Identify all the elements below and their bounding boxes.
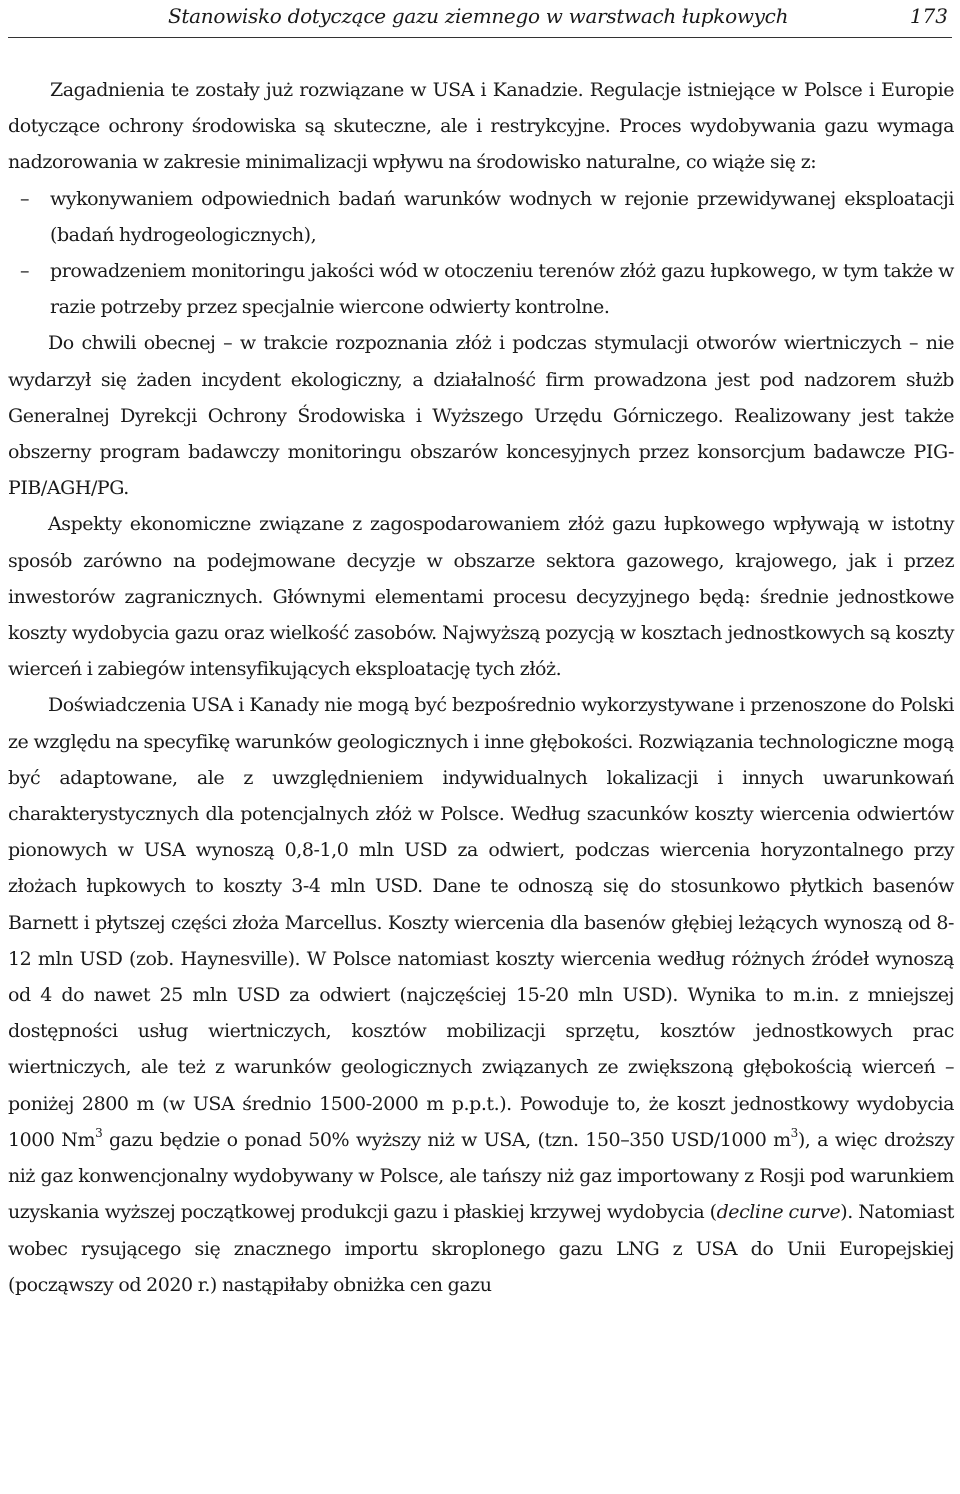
list-item-text: prowadzeniem monitoringu jakości wód w otoczeniu terenów złóż gazu łupkowego, w tym także w razie potrzeby przez specjalnie wiercone odwierty kontrolne. xyxy=(50,260,954,319)
costs-text-part: ). Natomiast wobec rysującego się znacznego importu skroplonego gazu LNG z USA do Unii Europejskiej (począwszy od 2020 r.) nastąpiłaby obniżka cen gazu xyxy=(8,1201,954,1296)
paragraph-incidents: Do chwili obecnej – w trakcie rozpoznania złóż i podczas stymulacji otworów wiertniczych – nie wydarzył się żaden incydent ekologiczny, a działalność firm prowadzona jest pod nadzorem służb Generalnej Dyrekcji Ochrony Środowiska i Wyższego Urzędu Górniczego. Realizowany jest także obszerny program badawczy monitoringu obszarów koncesyjnych przez konsorcjum badawcze PIG-PIB/AGH/PG. xyxy=(8,332,954,500)
costs-text-part: gazu będzie o ponad 50% wyższy niż w USA, (tzn. 150–350 USD/1000 m xyxy=(102,1128,791,1151)
running-header xyxy=(0,0,960,36)
costs-text-part: Doświadczenia USA i Kanady nie mogą być bezpośrednio wykorzystywane i przenoszone do Polski ze względu na specyfikę warunków geologicznych i inne głębokości. Rozwiązania technologiczne mogą być adaptowane, ale z uwzględnieniem indywidualnych lokalizacji i innych uwarunkowań charakterystycznych dla potencjalnych złóż w Polsce. Według szacunków koszty wiercenia odwiertów pionowych w USA wynoszą 0,8-1,0 mln USD za odwiert, podczas wiercenia horyzontalnego przy złożach łupkowych to koszty 3-4 mln USD. Dane te odnoszą się do stosunkowo płytkich basenów Barnett i płytszej części złoża Marcellus. Koszty wiercenia dla basenów głębiej leżących wynoszą od 8-12 mln USD (zob. Haynesville). W Polsce natomiast koszty wiercenia według różnych źródeł wynoszą od 4 do nawet 25 mln USD za odwiert (najczęściej 15-20 mln USD). Wynika to m.in. z mniejszej dostępności usług wiertniczych, kosztów mobilizacji sprzętu, kosztów jednostkowych prac wiertniczych, ale też z warunków geologicznych związanych ze zwiększoną głębokością wierceń – poniżej 2800 m (w USA średnio 1500-2000 m p.p.t.). Powoduje to, że koszt jednostkowy wydobycia 1000 Nm xyxy=(8,694,954,1151)
page-body xyxy=(8,72,954,1303)
header-rule xyxy=(8,37,952,38)
italic-term: decline curve xyxy=(716,1201,841,1224)
superscript-cubic: 3 xyxy=(95,1125,103,1140)
list-dash: – xyxy=(20,260,30,283)
superscript-cubic: 3 xyxy=(790,1125,798,1140)
paragraph-regulations: Zagadnienia te zostały już rozwiązane w USA i Kanadzie. Regulacje istniejące w Polsce i Europie dotyczące ochrony środowiska są skuteczne, ale i restrykcyjne. Proces wydobywania gazu wymaga nadzorowania w zakresie minimalizacji wpływu na środowisko naturalne, co wiąże się z: xyxy=(8,79,954,174)
costs-text-part: ), a więc droższy niż gaz konwencjonalny wydobywany w Polsce, ale tańszy niż gaz importowany z Rosji pod warunkiem uzyskania wyższej początkowej produkcji gazu i płaskiej krzywej wydobycia ( xyxy=(8,1128,954,1224)
paragraph-economics: Aspekty ekonomiczne związane z zagospodarowaniem złóż gazu łupkowego wpływają w istotny sposób zarówno na podejmowane decyzje w obszarze sektora gazowego, krajowego, jak i przez inwestorów zagranicznych. Głównymi elementami procesu decyzyjnego będą: średnie jednostkowe koszty wydobycia gazu oraz wielkość zasobów. Najwyższą pozycją w kosztach jednostkowych są koszty wierceń i zabiegów intensyfikujących eksploatację tych złóż. xyxy=(8,513,954,681)
list-item xyxy=(8,253,954,325)
paragraph-costs xyxy=(8,687,954,1302)
running-title: Stanowisko dotyczące gazu ziemnego w warstwach łupkowych xyxy=(168,4,789,28)
page-number: 173 xyxy=(909,4,948,28)
list-dash: – xyxy=(20,187,30,210)
list-item-text: wykonywaniem odpowiednich badań warunków wodnych w rejonie przewidywanej eksploatacji (badań hydrogeologicznych), xyxy=(50,187,954,246)
list-item xyxy=(8,181,954,253)
requirements-list xyxy=(8,181,954,326)
